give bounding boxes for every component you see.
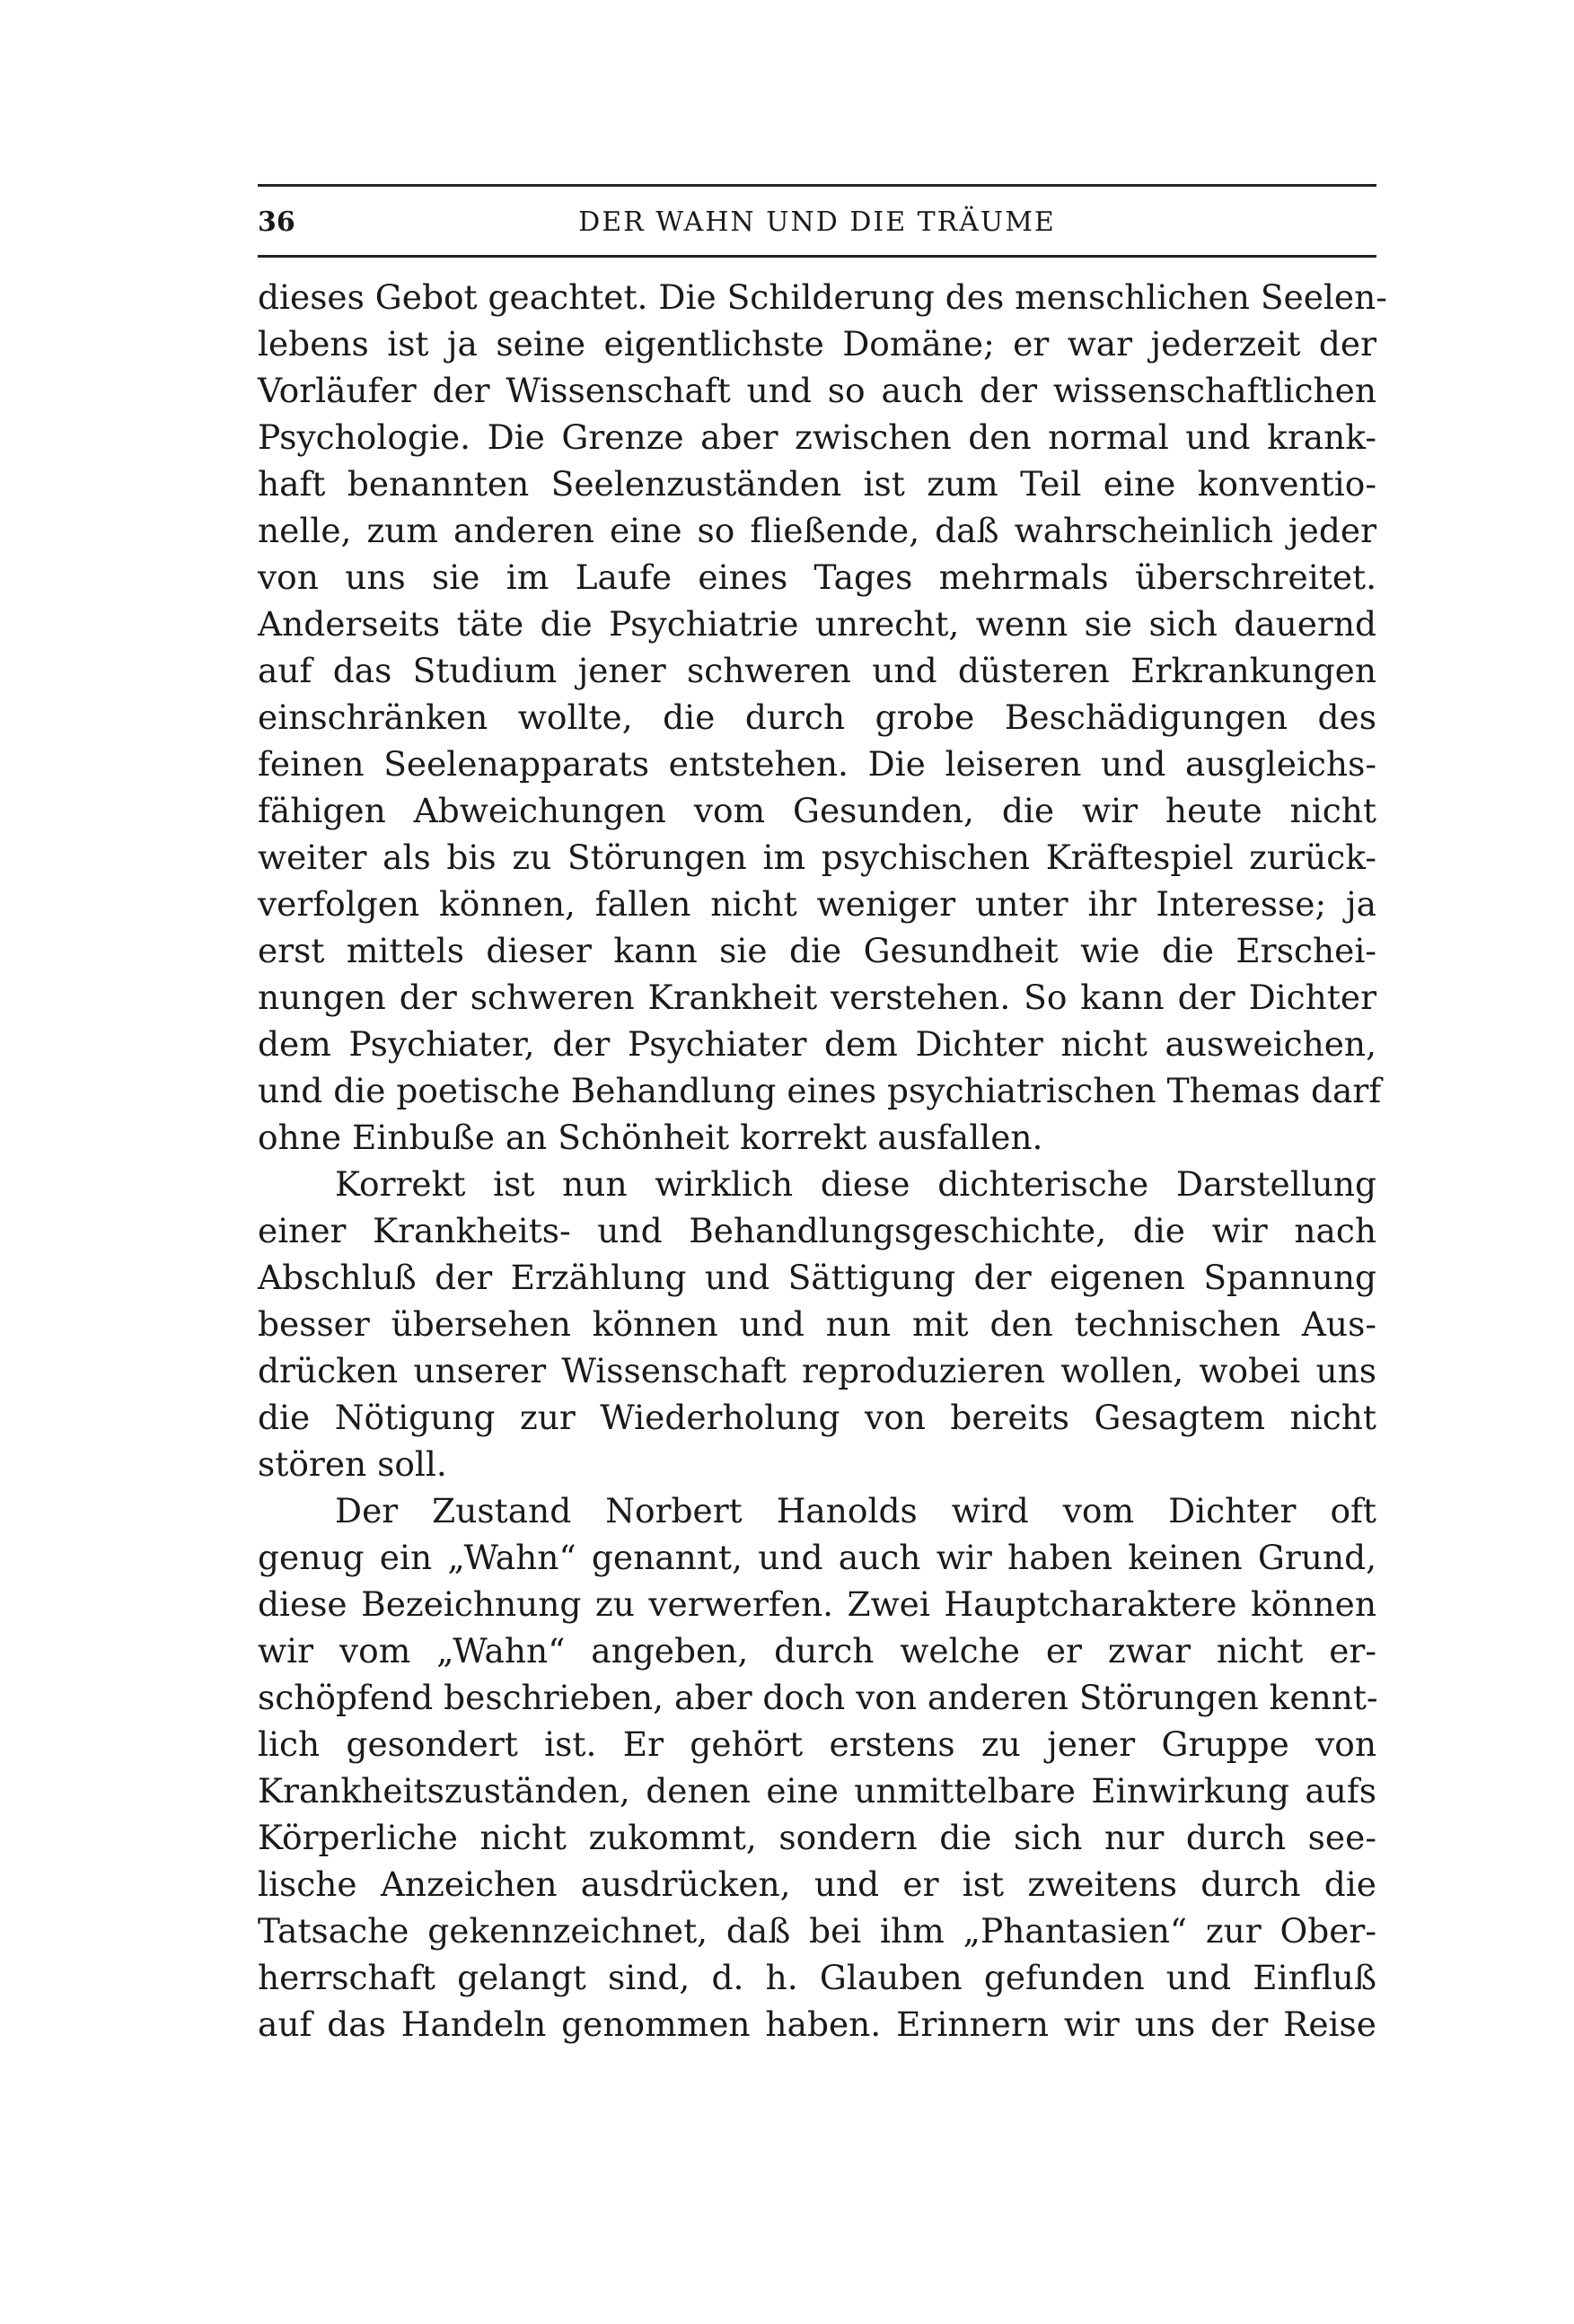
text-line: Vorläufer der Wissenschaft und so auch der wissenschaftlichen xyxy=(258,371,1376,410)
paragraph xyxy=(258,1161,1376,1487)
text-line: schöpfend beschrieben, aber doch von anderen Störungen kennt- xyxy=(258,1678,1378,1717)
text-line: Psychologie. Die Grenze aber zwischen den normal und krank- xyxy=(258,417,1376,457)
paragraph xyxy=(258,274,1387,1161)
text-line: feinen Seelenapparats entstehen. Die leiseren und ausgleichs- xyxy=(258,744,1376,784)
text-line: ohne Einbuße an Schönheit korrekt ausfallen. xyxy=(258,1118,1043,1157)
text-line: stören soll. xyxy=(258,1444,447,1484)
text-line: dieses Gebot geachtet. Die Schilderung des menschlichen Seelen- xyxy=(258,277,1387,317)
body-text xyxy=(258,274,1387,2048)
header-rule-top xyxy=(258,184,1376,187)
text-line: diese Bezeichnung zu verwerfen. Zwei Hauptcharaktere können xyxy=(258,1584,1376,1624)
text-line: auf das Studium jener schweren und düsteren Erkrankungen xyxy=(258,651,1376,690)
text-line: haft benannten Seelenzuständen ist zum Teil eine konventio- xyxy=(258,464,1376,504)
text-line: lische Anzeichen ausdrücken, und er ist zweitens durch die xyxy=(258,1864,1376,1904)
text-line: Korrekt ist nun wirklich diese dichterische Darstellung xyxy=(335,1164,1376,1204)
text-line: Krankheitszuständen, denen eine unmittelbare Einwirkung aufs xyxy=(258,1771,1376,1811)
paragraph xyxy=(258,1487,1376,2048)
page-number: 36 xyxy=(258,206,295,238)
text-line: einschränken wollte, die durch grobe Beschädigungen des xyxy=(258,697,1376,737)
text-line: Anderseits täte die Psychiatrie unrecht, wenn sie sich dauernd xyxy=(258,604,1376,644)
text-line: lich gesondert ist. Er gehört erstens zu jener Gruppe von xyxy=(258,1724,1376,1764)
text-line: Der Zustand Norbert Hanolds wird vom Dichter oft xyxy=(335,1491,1376,1530)
text-line: auf das Handeln genommen haben. Erinnern wir uns der Reise xyxy=(258,2004,1376,2044)
text-line: die Nötigung zur Wiederholung von bereits Gesagtem nicht xyxy=(258,1398,1376,1437)
text-line: einer Krankheits- und Behandlungsgeschichte, die wir nach xyxy=(258,1211,1376,1250)
text-line: drücken unserer Wissenschaft reproduzieren wollen, wobei uns xyxy=(258,1351,1376,1390)
text-line: von uns sie im Laufe eines Tages mehrmals überschreitet. xyxy=(258,557,1376,597)
text-line: erst mittels dieser kann sie die Gesundheit wie die Erschei- xyxy=(258,931,1376,970)
text-line: Körperliche nicht zukommt, sondern die sich nur durch see- xyxy=(258,1818,1376,1857)
text-line: und die poetische Behandlung eines psychiatrischen Themas darf xyxy=(258,1071,1382,1110)
text-line: lebens ist ja seine eigentlichste Domäne; er war jederzeit der xyxy=(258,324,1376,364)
text-line: genug ein „Wahn“ genannt, und auch wir haben keinen Grund, xyxy=(258,1538,1376,1577)
text-line: dem Psychiater, der Psychiater dem Dichter nicht ausweichen, xyxy=(258,1024,1376,1064)
text-line: besser übersehen können und nun mit den technischen Aus- xyxy=(258,1304,1376,1344)
text-line: nelle, zum anderen eine so fließende, daß wahrscheinlich jeder xyxy=(258,511,1376,550)
running-header xyxy=(258,203,1376,242)
text-line: verfolgen können, fallen nicht weniger unter ihr Interesse; ja xyxy=(258,884,1376,924)
text-line: fähigen Abweichungen vom Gesunden, die wir heute nicht xyxy=(258,791,1376,830)
text-line: Tatsache gekennzeichnet, daß bei ihm „Phantasien“ zur Ober- xyxy=(258,1911,1376,1951)
text-line: wir vom „Wahn“ angeben, durch welche er zwar nicht er- xyxy=(258,1631,1376,1671)
text-line: nungen der schweren Krankheit verstehen. So kann der Dichter xyxy=(258,978,1376,1017)
header-rule-bottom xyxy=(258,255,1376,258)
text-line: Abschluß der Erzählung und Sättigung der eigenen Spannung xyxy=(258,1258,1376,1297)
text-line: herrschaft gelangt sind, d. h. Glauben gefunden und Einfluß xyxy=(258,1958,1376,1997)
text-line: weiter als bis zu Störungen im psychischen Kräftespiel zurück- xyxy=(258,838,1376,877)
book-page xyxy=(258,184,1387,2048)
running-title: DER WAHN UND DIE TRÄUME xyxy=(578,206,1056,238)
